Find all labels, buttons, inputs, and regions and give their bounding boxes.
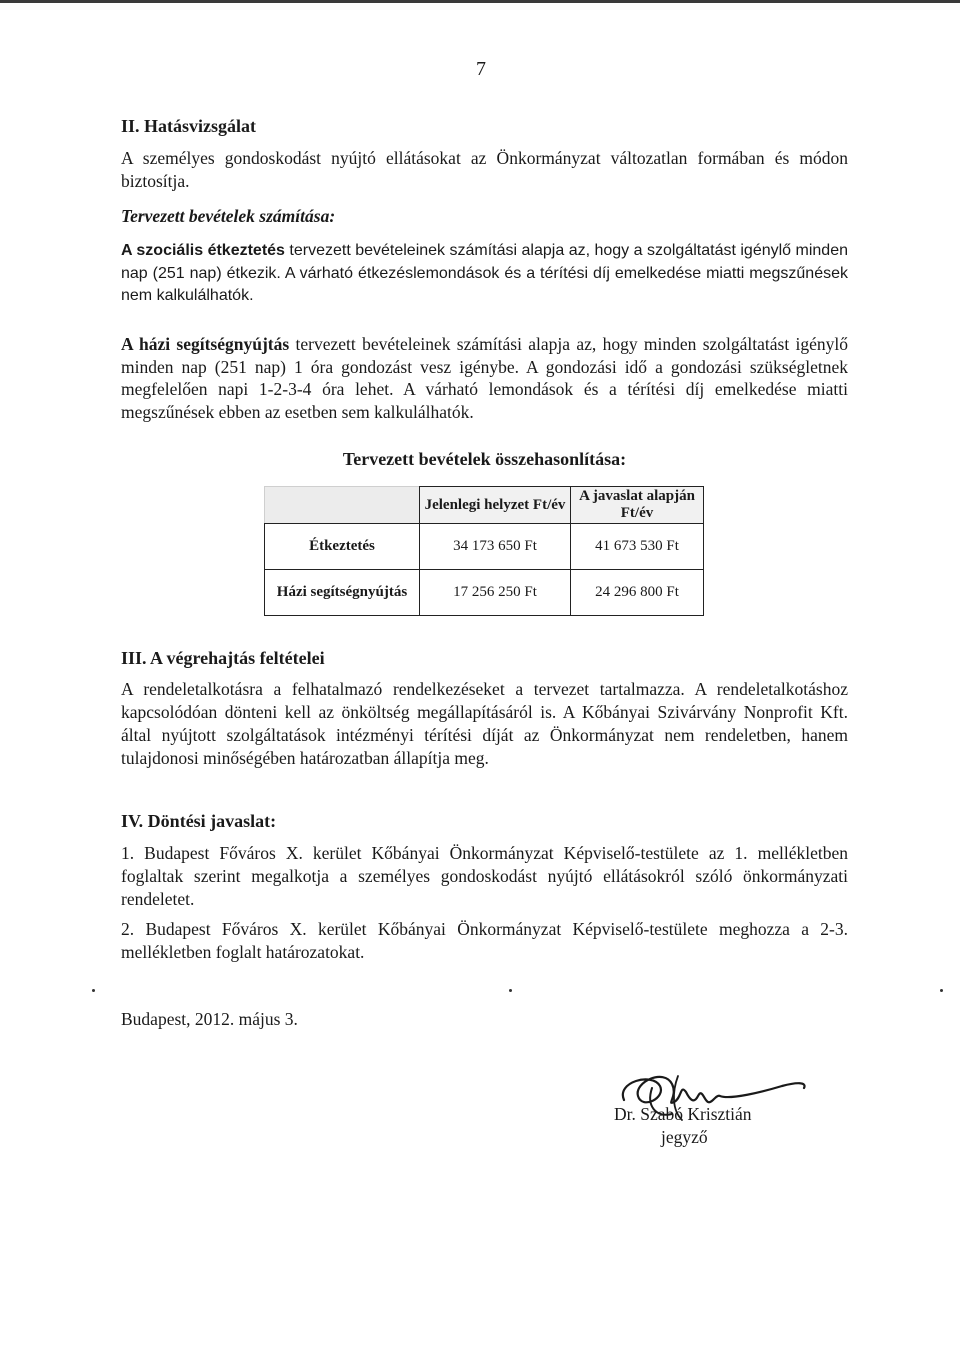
- home-care-text-b: A gondozási idő a gondozási szükségletnek megfelelően napi 1-2-3-4 óra lehet. A várható lemondások és a térítési díj emelkedése miatti megszűnések ebben az esetben sem kalkulálhatók.: [121, 356, 848, 422]
- proposed-value: 41 673 530 Ft: [571, 524, 704, 570]
- current-value: 34 173 650 Ft: [420, 524, 571, 570]
- home-care-lead: A házi segítségnyújtás: [121, 334, 290, 354]
- table-row: [265, 570, 704, 616]
- top-border-line: [0, 0, 960, 3]
- catering-paragraph: [121, 240, 848, 308]
- revenue-comparison-table: [264, 486, 704, 616]
- decision-item-2: 2. Budapest Főváros X. kerület Kőbányai Önkormányzat Képviselő-testülete meghozza a 2-3. mellékletben foglalt határozatokat.: [121, 919, 848, 962]
- header-proposed: A javaslat alapján Ft/év: [571, 487, 704, 524]
- place-and-date: Budapest, 2012. május 3.: [121, 1009, 298, 1029]
- page-number: 7: [476, 58, 486, 80]
- catering-text-b: A várható étkezéslemondások és a térítési díj emelkedése miatti megszűnések nem kalkulálhatók.: [121, 264, 848, 304]
- table-corner-cell: [265, 487, 420, 524]
- home-care-text-a: tervezett bevételeinek számítási alapja az, hogy minden szolgáltatást igénylő minden nap (251 nap) 1 óra gondozást vesz igénybe.: [121, 334, 848, 377]
- signer-title: jegyző: [661, 1127, 708, 1147]
- comparison-table-title: Tervezett bevételek összehasonlítása:: [342, 449, 627, 469]
- header-current: Jelenlegi helyzet Ft/év: [420, 487, 571, 524]
- row-label: Étkeztetés: [265, 524, 420, 570]
- section-2-intro: A személyes gondoskodást nyújtó ellátásokat az Önkormányzat változatlan formában és módon biztosítja.: [121, 148, 848, 191]
- home-care-paragraph: [121, 333, 848, 423]
- revenue-calc-heading: Tervezett bevételek számítása:: [121, 206, 336, 226]
- catering-text-a: tervezett bevételeinek számítási alapja az, hogy a szolgáltatást igénylő minden nap (251 nap) étkezik.: [121, 242, 849, 282]
- scan-mark: [92, 989, 95, 992]
- current-value: 17 256 250 Ft: [420, 570, 571, 616]
- row-label: Házi segítségnyújtás: [265, 570, 420, 616]
- table-header-row: [265, 487, 704, 524]
- proposed-value: 24 296 800 Ft: [571, 570, 704, 616]
- scan-mark: [509, 989, 512, 992]
- section-4-heading: IV. Döntési javaslat:: [121, 811, 277, 831]
- table-row: [265, 524, 704, 570]
- section-3-text: A rendeletalkotásra a felhatalmazó rendelkezéseket a tervezet tartalmazza. A rendeletalkotáshoz kapcsolódóan dönteni kell az önköltség megállapításáról is. A Kőbányai Szivárvány Nonprofit Kft. által nyújtott szolgáltatások intézményi térítési díját az Önkormányzat nem rendeletben, hanem tulajdonosi minőségében határozatban állapítja meg.: [121, 679, 848, 768]
- catering-lead: A szociális étkeztetés: [121, 242, 285, 259]
- section-2-heading: II. Hatásvizsgálat: [121, 116, 256, 136]
- decision-item-1: 1. Budapest Főváros X. kerület Kőbányai Önkormányzat Képviselő-testülete az 1. mellékletben foglaltak szerint megalkotja a személyes gondoskodást nyújtó ellátásokról szóló önkormányzati rendeletet.: [121, 843, 848, 909]
- scan-mark: [940, 989, 943, 992]
- section-3-heading: III. A végrehajtás feltételei: [121, 648, 325, 668]
- signer-name: Dr. Szabó Krisztián: [614, 1104, 752, 1124]
